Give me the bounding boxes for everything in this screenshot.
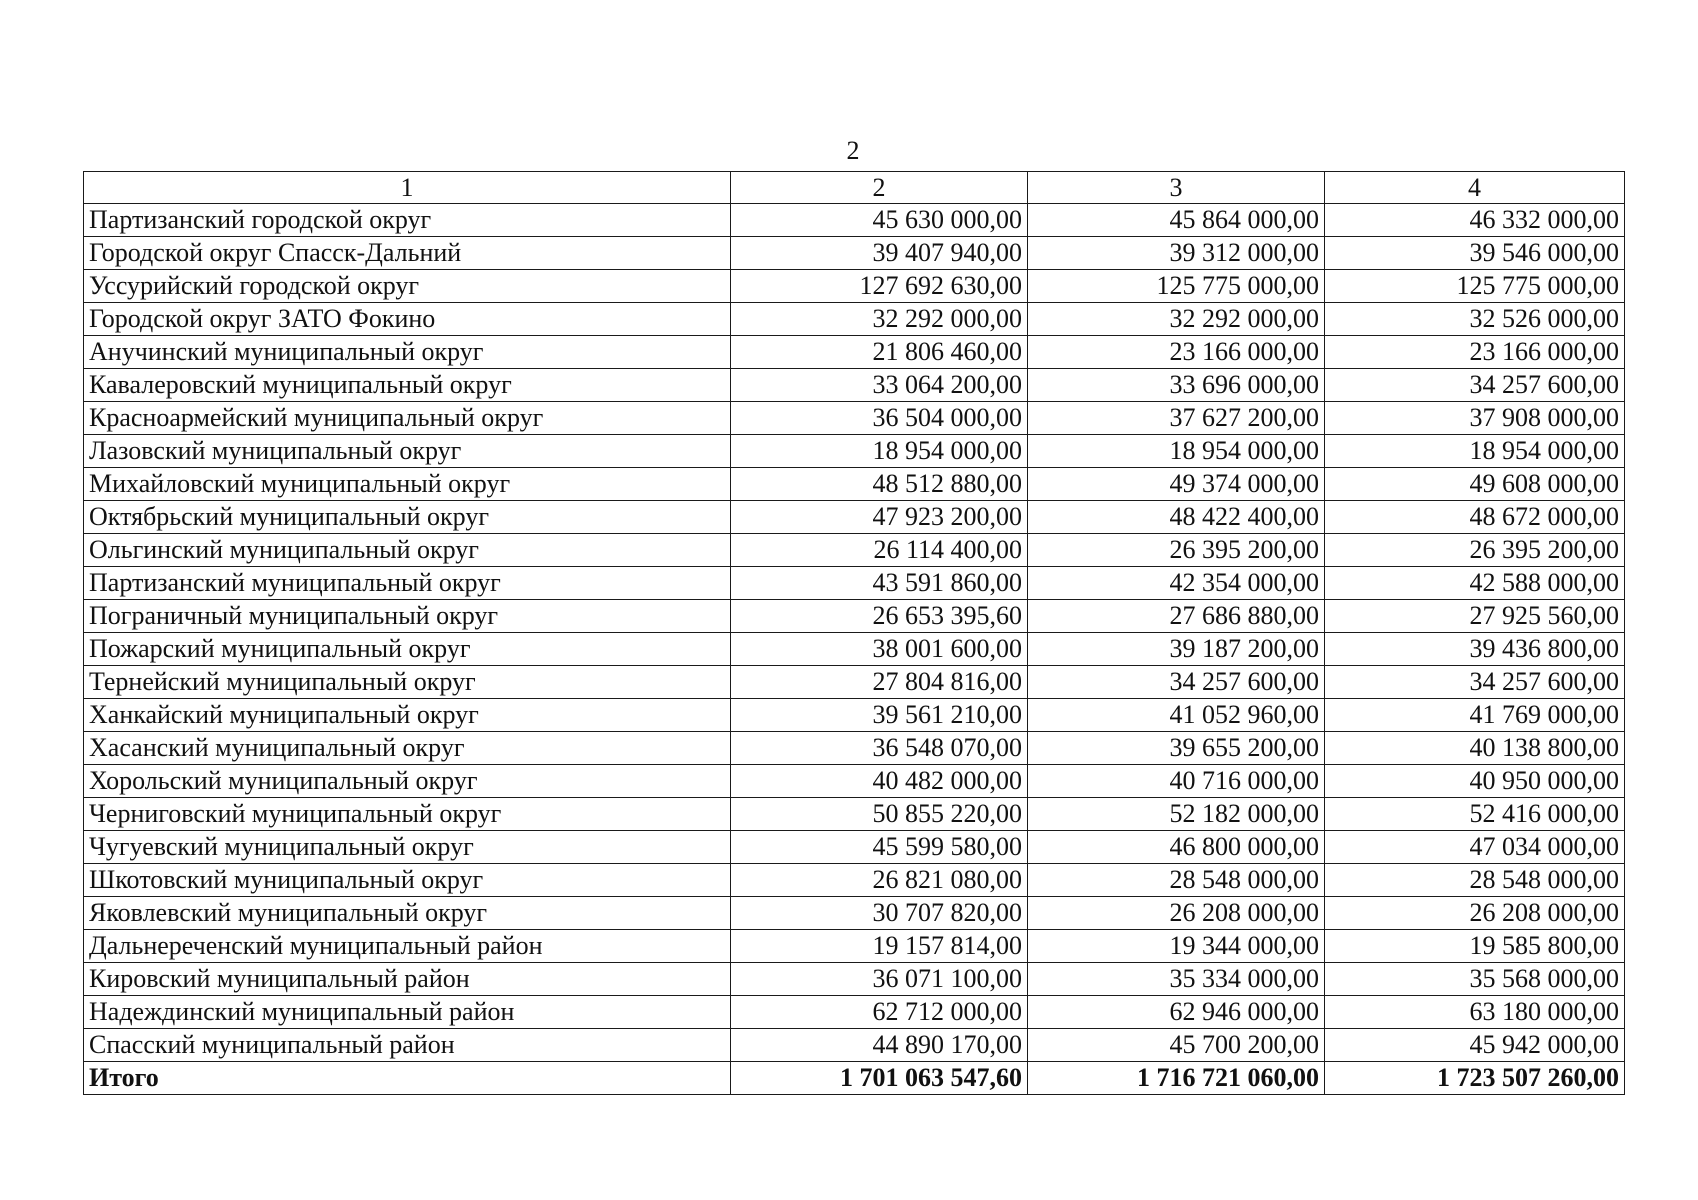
value-cell-col2: 47 923 200,00 xyxy=(731,501,1028,534)
column-header: 3 xyxy=(1028,172,1325,204)
value-cell-col2: 39 561 210,00 xyxy=(731,699,1028,732)
column-header: 1 xyxy=(84,172,731,204)
table-row xyxy=(84,435,1625,468)
value-cell-col4: 125 775 000,00 xyxy=(1325,270,1625,303)
value-cell-col3: 45 864 000,00 xyxy=(1028,204,1325,237)
value-cell-col4: 46 332 000,00 xyxy=(1325,204,1625,237)
value-cell-col2: 18 954 000,00 xyxy=(731,435,1028,468)
value-cell-col4: 40 138 800,00 xyxy=(1325,732,1625,765)
total-label-cell: Итого xyxy=(84,1062,731,1095)
value-cell-col2: 26 653 395,60 xyxy=(731,600,1028,633)
value-cell-col2: 36 548 070,00 xyxy=(731,732,1028,765)
value-cell-col3: 28 548 000,00 xyxy=(1028,864,1325,897)
value-cell-col2: 62 712 000,00 xyxy=(731,996,1028,1029)
value-cell-col3: 62 946 000,00 xyxy=(1028,996,1325,1029)
value-cell-col4: 39 436 800,00 xyxy=(1325,633,1625,666)
value-cell-col3: 52 182 000,00 xyxy=(1028,798,1325,831)
table-row xyxy=(84,534,1625,567)
municipality-name-cell: Партизанский муниципальный округ xyxy=(84,567,731,600)
value-cell-col4: 49 608 000,00 xyxy=(1325,468,1625,501)
value-cell-col2: 40 482 000,00 xyxy=(731,765,1028,798)
municipality-name-cell: Уссурийский городской округ xyxy=(84,270,731,303)
table-row xyxy=(84,930,1625,963)
value-cell-col2: 45 599 580,00 xyxy=(731,831,1028,864)
value-cell-col4: 32 526 000,00 xyxy=(1325,303,1625,336)
table-row xyxy=(84,699,1625,732)
value-cell-col2: 33 064 200,00 xyxy=(731,369,1028,402)
municipality-name-cell: Октябрьский муниципальный округ xyxy=(84,501,731,534)
table-row xyxy=(84,270,1625,303)
total-value-col2: 1 701 063 547,60 xyxy=(731,1062,1028,1095)
value-cell-col3: 39 312 000,00 xyxy=(1028,237,1325,270)
value-cell-col2: 26 114 400,00 xyxy=(731,534,1028,567)
municipality-name-cell: Пограничный муниципальный округ xyxy=(84,600,731,633)
value-cell-col4: 34 257 600,00 xyxy=(1325,369,1625,402)
municipality-name-cell: Городской округ ЗАТО Фокино xyxy=(84,303,731,336)
table-row xyxy=(84,633,1625,666)
table-row xyxy=(84,732,1625,765)
value-cell-col3: 19 344 000,00 xyxy=(1028,930,1325,963)
municipality-name-cell: Кировский муниципальный район xyxy=(84,963,731,996)
value-cell-col4: 45 942 000,00 xyxy=(1325,1029,1625,1062)
value-cell-col3: 37 627 200,00 xyxy=(1028,402,1325,435)
table-row xyxy=(84,204,1625,237)
municipality-name-cell: Партизанский городской округ xyxy=(84,204,731,237)
value-cell-col2: 38 001 600,00 xyxy=(731,633,1028,666)
municipality-name-cell: Шкотовский муниципальный округ xyxy=(84,864,731,897)
value-cell-col4: 23 166 000,00 xyxy=(1325,336,1625,369)
municipality-name-cell: Ольгинский муниципальный округ xyxy=(84,534,731,567)
value-cell-col4: 19 585 800,00 xyxy=(1325,930,1625,963)
table-row xyxy=(84,765,1625,798)
municipality-name-cell: Хасанский муниципальный округ xyxy=(84,732,731,765)
value-cell-col2: 127 692 630,00 xyxy=(731,270,1028,303)
value-cell-col3: 49 374 000,00 xyxy=(1028,468,1325,501)
municipality-name-cell: Кавалеровский муниципальный округ xyxy=(84,369,731,402)
value-cell-col3: 46 800 000,00 xyxy=(1028,831,1325,864)
municipality-name-cell: Красноармейский муниципальный округ xyxy=(84,402,731,435)
value-cell-col4: 52 416 000,00 xyxy=(1325,798,1625,831)
value-cell-col3: 27 686 880,00 xyxy=(1028,600,1325,633)
value-cell-col2: 44 890 170,00 xyxy=(731,1029,1028,1062)
value-cell-col3: 32 292 000,00 xyxy=(1028,303,1325,336)
value-cell-col2: 26 821 080,00 xyxy=(731,864,1028,897)
value-cell-col4: 40 950 000,00 xyxy=(1325,765,1625,798)
column-header: 4 xyxy=(1325,172,1625,204)
value-cell-col4: 27 925 560,00 xyxy=(1325,600,1625,633)
value-cell-col4: 35 568 000,00 xyxy=(1325,963,1625,996)
value-cell-col3: 23 166 000,00 xyxy=(1028,336,1325,369)
value-cell-col2: 45 630 000,00 xyxy=(731,204,1028,237)
table-row xyxy=(84,897,1625,930)
table-row xyxy=(84,963,1625,996)
table-row xyxy=(84,1029,1625,1062)
table-row xyxy=(84,864,1625,897)
table-row xyxy=(84,600,1625,633)
table-row xyxy=(84,336,1625,369)
value-cell-col4: 63 180 000,00 xyxy=(1325,996,1625,1029)
value-cell-col4: 26 208 000,00 xyxy=(1325,897,1625,930)
table-row xyxy=(84,402,1625,435)
value-cell-col3: 39 655 200,00 xyxy=(1028,732,1325,765)
table-header-row xyxy=(84,172,1625,204)
value-cell-col3: 42 354 000,00 xyxy=(1028,567,1325,600)
municipality-name-cell: Михайловский муниципальный округ xyxy=(84,468,731,501)
municipality-name-cell: Яковлевский муниципальный округ xyxy=(84,897,731,930)
value-cell-col4: 39 546 000,00 xyxy=(1325,237,1625,270)
value-cell-col3: 18 954 000,00 xyxy=(1028,435,1325,468)
value-cell-col3: 125 775 000,00 xyxy=(1028,270,1325,303)
value-cell-col2: 32 292 000,00 xyxy=(731,303,1028,336)
table-body xyxy=(84,172,1625,1095)
municipality-name-cell: Надеждинский муниципальный район xyxy=(84,996,731,1029)
table-row xyxy=(84,798,1625,831)
municipality-name-cell: Черниговский муниципальный округ xyxy=(84,798,731,831)
value-cell-col3: 34 257 600,00 xyxy=(1028,666,1325,699)
table-row xyxy=(84,369,1625,402)
value-cell-col2: 43 591 860,00 xyxy=(731,567,1028,600)
value-cell-col3: 45 700 200,00 xyxy=(1028,1029,1325,1062)
municipality-name-cell: Анучинский муниципальный округ xyxy=(84,336,731,369)
municipality-name-cell: Городской округ Спасск-Дальний xyxy=(84,237,731,270)
value-cell-col4: 47 034 000,00 xyxy=(1325,831,1625,864)
value-cell-col2: 48 512 880,00 xyxy=(731,468,1028,501)
value-cell-col4: 48 672 000,00 xyxy=(1325,501,1625,534)
value-cell-col2: 36 071 100,00 xyxy=(731,963,1028,996)
table-row xyxy=(84,237,1625,270)
municipality-name-cell: Чугуевский муниципальный округ xyxy=(84,831,731,864)
municipality-name-cell: Спасский муниципальный район xyxy=(84,1029,731,1062)
value-cell-col2: 19 157 814,00 xyxy=(731,930,1028,963)
table-row xyxy=(84,996,1625,1029)
value-cell-col2: 30 707 820,00 xyxy=(731,897,1028,930)
value-cell-col4: 41 769 000,00 xyxy=(1325,699,1625,732)
value-cell-col3: 39 187 200,00 xyxy=(1028,633,1325,666)
value-cell-col3: 41 052 960,00 xyxy=(1028,699,1325,732)
value-cell-col4: 34 257 600,00 xyxy=(1325,666,1625,699)
budget-table xyxy=(83,171,1625,1095)
table-row xyxy=(84,666,1625,699)
value-cell-col4: 28 548 000,00 xyxy=(1325,864,1625,897)
value-cell-col4: 42 588 000,00 xyxy=(1325,567,1625,600)
value-cell-col3: 26 208 000,00 xyxy=(1028,897,1325,930)
table-row xyxy=(84,468,1625,501)
total-row xyxy=(84,1062,1625,1095)
value-cell-col3: 33 696 000,00 xyxy=(1028,369,1325,402)
municipality-name-cell: Ханкайский муниципальный округ xyxy=(84,699,731,732)
value-cell-col2: 36 504 000,00 xyxy=(731,402,1028,435)
table-row xyxy=(84,831,1625,864)
value-cell-col3: 35 334 000,00 xyxy=(1028,963,1325,996)
value-cell-col3: 48 422 400,00 xyxy=(1028,501,1325,534)
value-cell-col4: 37 908 000,00 xyxy=(1325,402,1625,435)
total-value-col3: 1 716 721 060,00 xyxy=(1028,1062,1325,1095)
value-cell-col2: 21 806 460,00 xyxy=(731,336,1028,369)
value-cell-col2: 39 407 940,00 xyxy=(731,237,1028,270)
value-cell-col3: 26 395 200,00 xyxy=(1028,534,1325,567)
table-row xyxy=(84,567,1625,600)
table-row xyxy=(84,501,1625,534)
municipality-name-cell: Тернейский муниципальный округ xyxy=(84,666,731,699)
column-header: 2 xyxy=(731,172,1028,204)
table-row xyxy=(84,303,1625,336)
municipality-name-cell: Хорольский муниципальный округ xyxy=(84,765,731,798)
value-cell-col2: 27 804 816,00 xyxy=(731,666,1028,699)
municipality-name-cell: Дальнереченский муниципальный район xyxy=(84,930,731,963)
municipality-name-cell: Лазовский муниципальный округ xyxy=(84,435,731,468)
value-cell-col4: 18 954 000,00 xyxy=(1325,435,1625,468)
value-cell-col4: 26 395 200,00 xyxy=(1325,534,1625,567)
page-number: 2 xyxy=(846,136,860,165)
value-cell-col3: 40 716 000,00 xyxy=(1028,765,1325,798)
value-cell-col2: 50 855 220,00 xyxy=(731,798,1028,831)
total-value-col4: 1 723 507 260,00 xyxy=(1325,1062,1625,1095)
municipality-name-cell: Пожарский муниципальный округ xyxy=(84,633,731,666)
